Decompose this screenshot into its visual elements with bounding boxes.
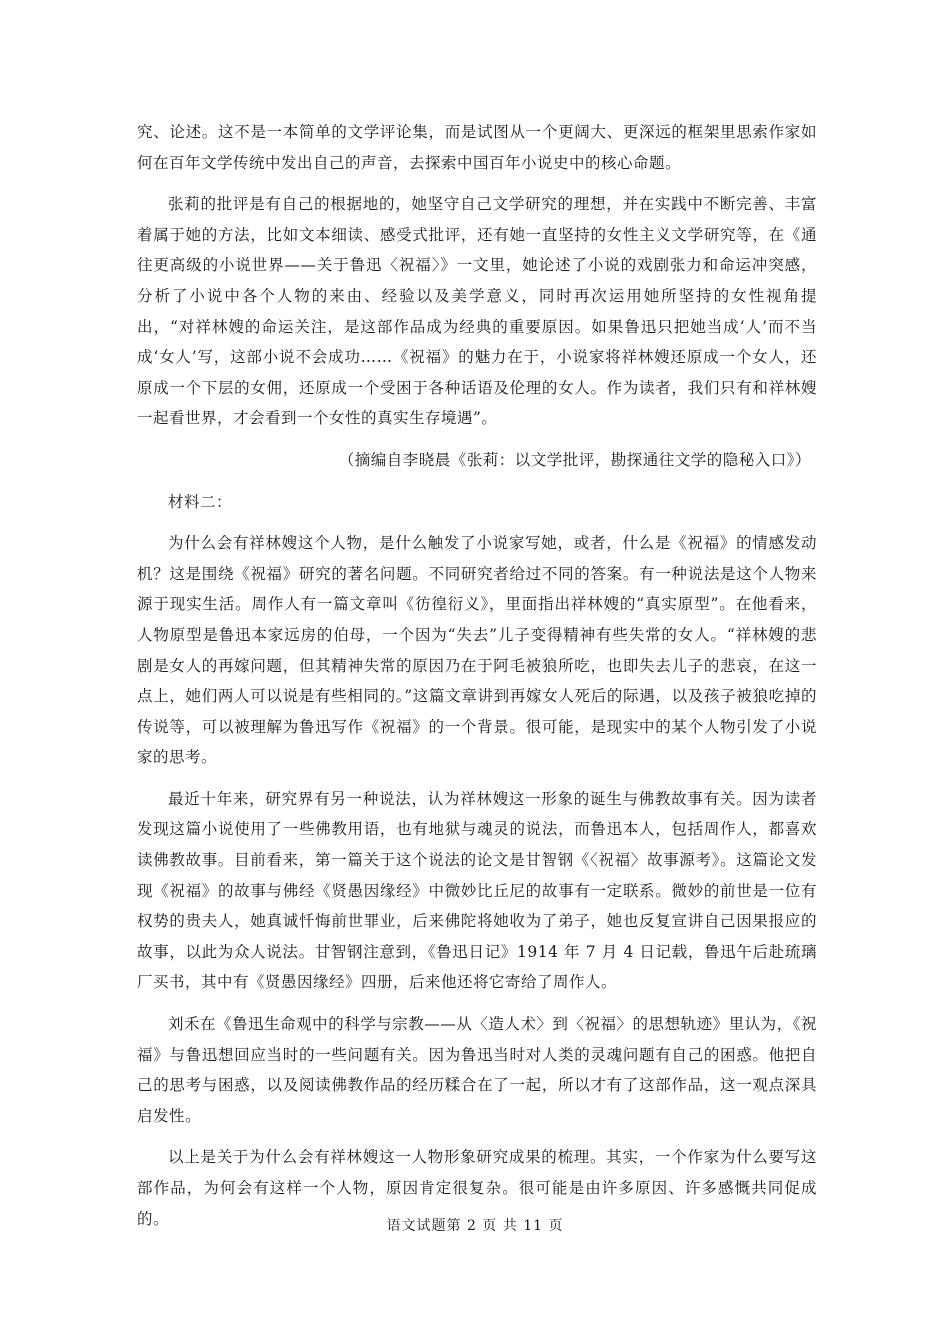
paragraph-buddhist-theory: 最近十年来，研究界有另一种说法，认为祥林嫂这一形象的诞生与佛教故事有关。因为读者发现这篇小说使用了一些佛教用语，也有地狱与魂灵的说法，而鲁迅本人，包括周作人，都喜欢读佛教故事。目前看来，第一篇关于这个说法的论文是甘智钢《〈祝福〉故事源考》。这篇论文发现《祝福》的故事与佛经《贤愚因缘经》中微妙比丘尼的故事有一定联系。微妙的前世是一位有权势的贵夫人，她真诚忏悔前世罪业，后来佛陀将她收为了弟子，她也反复宣讲自己因果报应的故事，以此为众人说法。甘智钢注意到，《鲁迅日记》1914 年 7 月 4 日记载，鲁迅午后赴琉璃厂买书，其中有《贤愚因缘经》四册，后来他还将它寄给了周作人。 (137, 789, 817, 992)
article-body (137, 117, 817, 1245)
paragraph-summary: 以上是关于为什么会有祥林嫂这一人物形象研究成果的梳理。其实，一个作家为什么要写这部作品，为何会有这样一个人物，原因肯定很复杂。很可能是由许多原因、许多感慨共同促成的。 (137, 1148, 817, 1228)
paragraph-zhangli-criticism: 张莉的批评是有自己的根据地的，她坚守自己文学研究的理想，并在实践中不断完善、丰富着属于她的方法，比如文本细读、感受式批评，还有她一直坚持的女性主义文学研究等，在《通往更高级的小说世界——关于鲁迅〈祝福〉》一文里，她论述了小说的戏剧张力和命运冲突感，分析了小说中各个人物的来由、经验以及美学意义，同时再次运用她所坚持的女性视角提出，“对祥林嫂的命运关注，是这部作品成为经典的重要原因。如果鲁迅只把她当成‘人’而不当成‘女人’写，这部小说不会成功……《祝福》的魅力在于，小说家将祥林嫂还原成一个女人，还原成一个下层的女佣，还原成一个受困于各种话语及伦理的女人。作为读者，我们只有和祥林嫂一起看世界，才会看到一个女性的真实生存境遇”。 (137, 195, 817, 428)
material-two-label: 材料二： (168, 492, 233, 511)
paragraph-xianglinsao-origin: 为什么会有祥林嫂这个人物，是什么触发了小说家写她，或者，什么是《祝福》的情感发动机？这是围绕《祝福》研究的著名问题。不同研究者给过不同的答案。有一种说法是这个人物来源于现实生活。周作人有一篇文章叫《彷徨衍义》，里面指出祥林嫂的“真实原型”。在他看来，人物原型是鲁迅本家远房的伯母，一个因为“失去”儿子变得精神有些失常的女人。“祥林嫂的悲剧是女人的再嫁问题，但其精神失常的原因乃在于阿毛被狼所吃，也即失去儿子的悲哀，在这一点上，她们两人可以说是有些相同的。”这篇文章讲到再嫁女人死后的际遇，以及孩子被狼吃掉的传说等，可以被理解为鲁迅写作《祝福》的一个背景。很可能，是现实中的某个人物引发了小说家的思考。 (137, 534, 817, 767)
paragraph-liuhe-view: 刘禾在《鲁迅生命观中的科学与宗教——从〈造人术〉到〈祝福〉的思想轨迹》里认为，《祝福》与鲁迅想回应当时的一些问题有关。因为鲁迅当时对人类的灵魂问题有自己的困惑。他把自己的思考与困惑，以及阅读佛教作品的经历糅合在了一起，所以才有了这部作品，这一观点深具启发性。 (137, 1015, 817, 1125)
source-citation: （摘编自李晓晨《张莉：以文学批评，勘探通往文学的隐秘入口》） (338, 450, 811, 469)
paragraph-continued: 究、论述。这不是一本简单的文学评论集，而是试图从一个更阔大、更深远的框架里思索作家如何在百年文学传统中发出自己的声音，去探索中国百年小说史中的核心命题。 (137, 123, 817, 172)
page-footer: 语文试题第 2 页 共 11 页 (386, 1218, 564, 1234)
